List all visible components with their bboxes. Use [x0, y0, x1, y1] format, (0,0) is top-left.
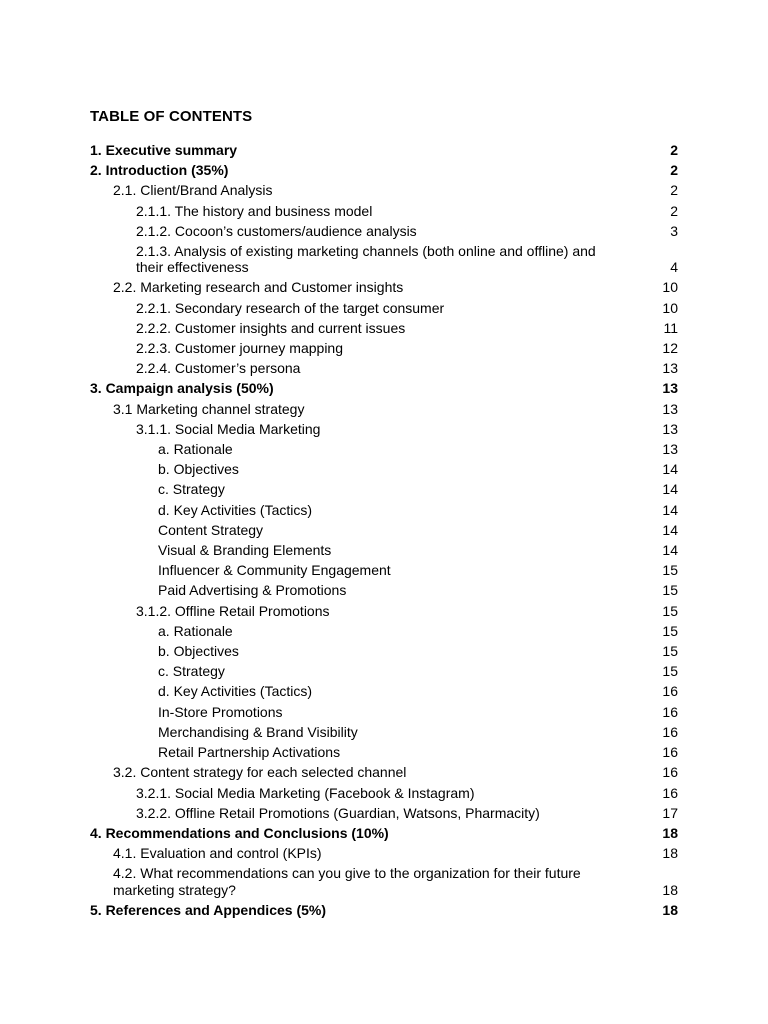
- toc-entry-page-number: 17: [662, 804, 678, 821]
- toc-entry: [90, 783, 678, 803]
- toc-entry-label: 2.1.1. The history and business model: [136, 202, 373, 219]
- toc-entry-label: 2.2.2. Customer insights and current issues: [136, 319, 406, 336]
- toc-entry: [90, 277, 678, 297]
- toc-entry-label: 3. Campaign analysis (50%): [90, 380, 274, 397]
- toc-entry-page-number: 16: [662, 683, 678, 700]
- toc-entry-page-number: 13: [662, 380, 678, 397]
- toc-entry: [90, 201, 678, 221]
- toc-entry: [90, 160, 678, 180]
- toc-entry-page-number: 13: [662, 441, 678, 458]
- toc-entry: [90, 560, 678, 580]
- toc-entry: [90, 378, 678, 398]
- toc-entry-label: In-Store Promotions: [158, 703, 283, 720]
- toc-entry: [90, 722, 678, 742]
- toc-entry: [90, 399, 678, 419]
- toc-entry: [90, 500, 678, 520]
- toc-entry-page-number: 18: [662, 901, 678, 918]
- toc-entry: [90, 439, 678, 459]
- toc-entry: [90, 459, 678, 479]
- toc-entry: [90, 803, 678, 823]
- toc-entry-label: d. Key Activities (Tactics): [158, 501, 313, 518]
- toc-entry-page-number: 15: [662, 622, 678, 639]
- toc-entry-page-number: 16: [662, 784, 678, 801]
- toc-list: [90, 140, 678, 920]
- toc-entry-label: 2.2. Marketing research and Customer insights: [113, 279, 404, 296]
- toc-entry-label: 3.1.1. Social Media Marketing: [136, 420, 321, 437]
- toc-entry: [90, 742, 678, 762]
- toc-entry-label: Merchandising & Brand Visibility: [158, 723, 358, 740]
- toc-entry: [90, 681, 678, 701]
- toc-entry-page-number: 2: [670, 202, 678, 219]
- toc-entry-page-number: 15: [662, 582, 678, 599]
- toc-entry-label: 3.2. Content strategy for each selected channel: [113, 764, 407, 781]
- toc-entry-page-number: 14: [662, 521, 678, 538]
- toc-entry: [90, 641, 678, 661]
- toc-entry-label: Visual & Branding Elements: [158, 542, 332, 559]
- toc-entry-page-number: 16: [662, 764, 678, 781]
- toc-entry: [90, 479, 678, 499]
- toc-entry-label: 2.1. Client/Brand Analysis: [113, 182, 273, 199]
- toc-entry: [90, 900, 678, 920]
- toc-entry: [90, 221, 678, 241]
- toc-entry: [90, 863, 678, 899]
- toc-entry-page-number: 2: [670, 142, 678, 158]
- toc-entry-page-number: 18: [662, 824, 678, 841]
- toc-entry-page-number: 14: [662, 461, 678, 478]
- toc-entry: [90, 702, 678, 722]
- toc-entry-label: 5. References and Appendices (5%): [90, 901, 327, 918]
- toc-entry-label: 2.1.2. Cocoon’s customers/audience analysis: [136, 222, 417, 239]
- toc-entry-page-number: 13: [662, 360, 678, 377]
- toc-entry-label: a. Rationale: [158, 622, 233, 639]
- toc-entry-page-number: 18: [662, 845, 678, 862]
- toc-entry-page-number: 14: [662, 481, 678, 498]
- toc-entry-page-number: 10: [662, 279, 678, 296]
- toc-entry-page-number: 4: [670, 259, 678, 276]
- toc-entry-page-number: 15: [662, 562, 678, 579]
- toc-entry-page-number: 15: [662, 643, 678, 660]
- toc-entry: [90, 601, 678, 621]
- toc-entry-label: c. Strategy: [158, 663, 225, 680]
- toc-entry: [90, 621, 678, 641]
- toc-entry-page-number: 16: [662, 723, 678, 740]
- toc-entry: [90, 540, 678, 560]
- toc-entry-label: Retail Partnership Activations: [158, 744, 341, 761]
- toc-entry-page-number: 12: [662, 340, 678, 357]
- toc-entry-label: 2.1.3. Analysis of existing marketing channels (both online and offline) and their effectiveness: [136, 243, 596, 276]
- toc-entry-label: 4. Recommendations and Conclusions (10%): [90, 824, 389, 841]
- toc-entry-page-number: 14: [662, 542, 678, 559]
- toc-entry: [90, 318, 678, 338]
- toc-entry-label: c. Strategy: [158, 481, 225, 498]
- toc-entry-label: 2. Introduction (35%): [90, 162, 229, 179]
- toc-entry: [90, 140, 678, 160]
- toc-entry-label: 1. Executive summary: [90, 142, 238, 158]
- toc-entry-page-number: 11: [663, 319, 678, 336]
- toc-entry-label: 4.2. What recommendations can you give to the organization for their future marketing strategy?: [113, 865, 581, 898]
- toc-entry: [90, 419, 678, 439]
- toc-entry-label: d. Key Activities (Tactics): [158, 683, 313, 700]
- toc-entry: [90, 338, 678, 358]
- toc-entry-page-number: 16: [662, 703, 678, 720]
- toc-entry-label: b. Objectives: [158, 461, 239, 478]
- toc-entry-label: a. Rationale: [158, 441, 233, 458]
- toc-entry-label: 3.1.2. Offline Retail Promotions: [136, 602, 330, 619]
- toc-entry: [90, 298, 678, 318]
- toc-entry: [90, 180, 678, 200]
- toc-entry-label: Paid Advertising & Promotions: [158, 582, 347, 599]
- toc-entry-page-number: 2: [670, 182, 678, 199]
- toc-entry-page-number: 3: [670, 222, 678, 239]
- toc-entry-page-number: 15: [662, 602, 678, 619]
- toc-entry-page-number: 16: [662, 744, 678, 761]
- toc-entry: [90, 358, 678, 378]
- toc-entry: [90, 661, 678, 681]
- toc-entry-page-number: 15: [662, 663, 678, 680]
- toc-entry: [90, 843, 678, 863]
- toc-entry-label: 2.2.3. Customer journey mapping: [136, 340, 343, 357]
- toc-entry: [90, 823, 678, 843]
- toc-entry: [90, 520, 678, 540]
- toc-entry: [90, 762, 678, 782]
- toc-entry-label: b. Objectives: [158, 643, 239, 660]
- toc-entry-page-number: 14: [662, 501, 678, 518]
- toc-entry-page-number: 13: [662, 420, 678, 437]
- toc-entry-label: 3.2.2. Offline Retail Promotions (Guardian, Watsons, Pharmacity): [136, 804, 540, 821]
- toc-entry-page-number: 18: [662, 881, 678, 898]
- toc-entry-page-number: 13: [662, 400, 678, 417]
- toc-entry-label: 3.1 Marketing channel strategy: [113, 400, 305, 417]
- toc-entry-label: 2.2.1. Secondary research of the target consumer: [136, 299, 445, 316]
- toc-entry-label: 2.2.4. Customer’s persona: [136, 360, 301, 377]
- toc-entry-label: 4.1. Evaluation and control (KPIs): [113, 845, 322, 862]
- toc-entry: [90, 580, 678, 600]
- toc-entry-label: Influencer & Community Engagement: [158, 562, 391, 579]
- toc-entry: [90, 241, 678, 277]
- toc-entry-page-number: 2: [670, 162, 678, 179]
- toc-entry-page-number: 10: [662, 299, 678, 316]
- toc-title: TABLE OF CONTENTS: [90, 108, 253, 125]
- toc-entry-label: 3.2.1. Social Media Marketing (Facebook & Instagram): [136, 784, 475, 801]
- toc-entry-label: Content Strategy: [158, 521, 264, 538]
